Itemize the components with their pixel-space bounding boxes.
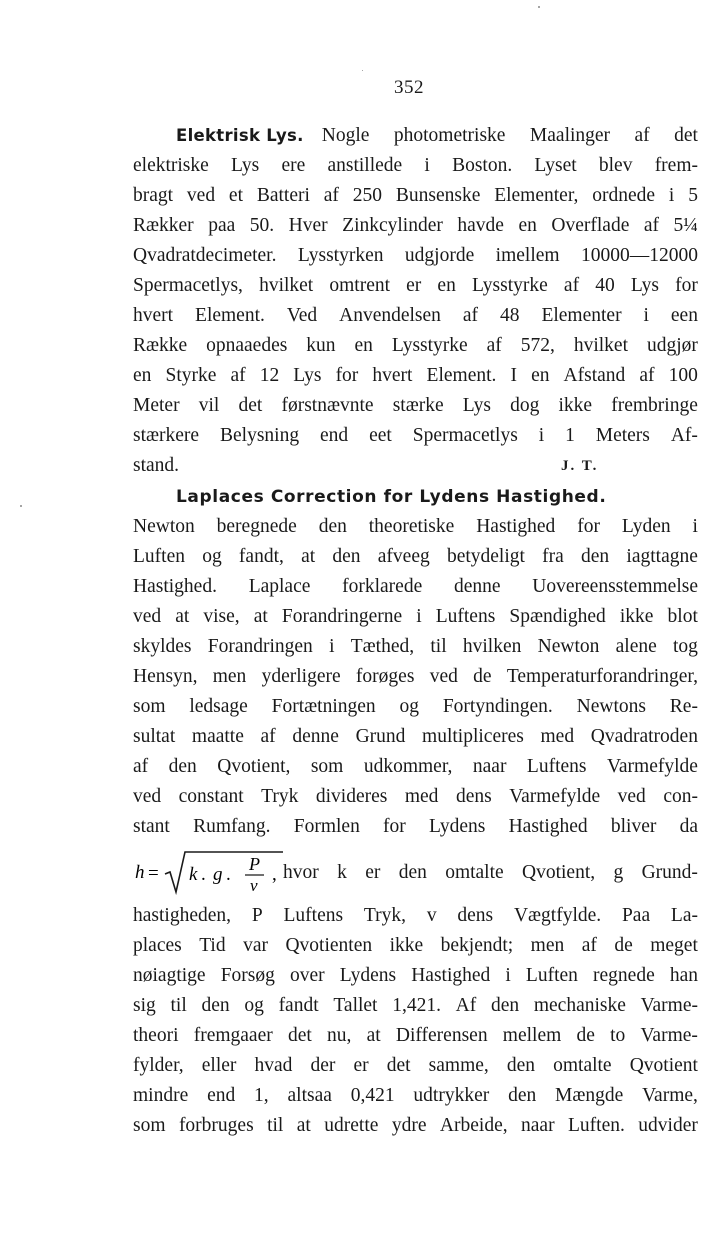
formula-trailing-text: [283, 858, 698, 888]
section-heading-line: [176, 482, 698, 512]
text-line: som ledsage Fortætningen og Fortyndingen. Newtons Re-: [133, 696, 698, 717]
text-line: Hensyn, men yderligere forøges ved de Temperaturforandringer,: [133, 666, 698, 687]
text-segment: hvor k er den omtalte Qvotient, g Grund-: [283, 862, 698, 883]
text-line: nøiagtige Forsøg over Lydens Hastighed i Luften regnede han: [133, 965, 698, 986]
text-line: fylder, eller hvad der er det samme, den omtalte Qvotient: [133, 1055, 698, 1076]
text-line: places Tid var Qvotienten ikke bekjendt; men af de meget: [133, 935, 698, 956]
author-signature: J. T.: [561, 458, 599, 474]
text-line: Række opnaaedes kun en Lysstyrke af 572, hvilket udgjør: [133, 335, 698, 356]
text-line: Qvadratdecimeter. Lysstyrken udgjorde imellem 10000—12000: [133, 245, 698, 266]
formula-k: k: [189, 864, 198, 885]
text-line: Hastighed. Laplace forklarede denne Uovereensstemmelse: [133, 576, 698, 597]
text-line: bragt ved et Batteri af 250 Bunsenske Elementer, ordnede i 5: [133, 185, 698, 206]
formula-comma: ,: [272, 864, 277, 885]
formula-dot: .: [201, 864, 206, 885]
scan-speck: [362, 70, 363, 71]
text-line: stærkere Belysning end eet Spermacetlys i 1 Meters Af-: [133, 425, 698, 446]
text-line: en Styrke af 12 Lys for hvert Element. I en Afstand af 100: [133, 365, 698, 386]
formula-line: [133, 848, 698, 898]
formula-denominator: v: [250, 876, 258, 895]
text-segment: Nogle photometriske Maalinger af det: [321, 125, 698, 146]
text-line: skyldes Forandringen i Tæthed, til hvilken Newton alene tog: [133, 636, 698, 657]
text-line: stand.: [133, 455, 180, 476]
formula-numerator: P: [249, 854, 260, 874]
text-line: stant Rumfang. Formlen for Lydens Hastighed bliver da: [133, 816, 698, 837]
formula-sqrt-sign: [165, 852, 283, 892]
formula-equals: =: [148, 863, 159, 884]
text-line: af den Qvotient, som udkommer, naar Luftens Varmefylde: [133, 756, 698, 777]
scan-speck: [20, 505, 22, 507]
formula-lhs: h: [135, 862, 145, 883]
text-line-content: [322, 121, 698, 151]
sound-speed-formula: [133, 848, 283, 898]
text-line: Meter vil det førstnævnte stærke Lys dog ikke frembringe: [133, 395, 698, 416]
text-line: Luften og fandt, at den afveeg betydeligt fra den iagttagne: [133, 546, 698, 567]
section-heading-laplace: Laplaces Correction for Lydens Hastighed.: [176, 487, 607, 507]
page-number: 352: [394, 77, 424, 98]
formula-dot: .: [226, 864, 231, 885]
text-line: Rækker paa 50. Hver Zinkcylinder havde en Overflade af 5¼: [133, 215, 698, 236]
text-line: [176, 121, 698, 151]
text-line: elektriske Lys ere anstillede i Boston. Lyset blev frem-: [133, 155, 698, 176]
text-line: Newton beregnede den theoretiske Hastighed for Lyden i: [133, 516, 698, 537]
text-line: ved constant Tryk divideres med dens Varmefylde ved con-: [133, 786, 698, 807]
text-line: theori fremgaaer det nu, at Differensen mellem de to Varme-: [133, 1025, 698, 1046]
text-line: ved at vise, at Forandringerne i Luftens Spændighed ikke blot: [133, 606, 698, 627]
text-line: Spermacetlys, hvilket omtrent er en Lysstyrke af 40 Lys for: [133, 275, 698, 296]
text-line: sultat maatte af denne Grund multipliceres med Qvadratroden: [133, 726, 698, 747]
text-line: hvert Element. Ved Anvendelsen af 48 Elementer i een: [133, 305, 698, 326]
formula-g: g: [213, 864, 223, 885]
text-line: sig til den og fandt Tallet 1,421. Af den mechaniske Varme-: [133, 995, 698, 1016]
scan-speck: [538, 6, 540, 8]
text-line: som forbruges til at udrette ydre Arbeide, naar Luften. udvider: [133, 1115, 698, 1136]
text-line: hastigheden, P Luftens Tryk, v dens Vægtfylde. Paa La-: [133, 905, 698, 926]
section-heading-elektrisk-lys: Elektrisk Lys.: [176, 126, 304, 145]
text-line: mindre end 1, altsaa 0,421 udtrykker den Mængde Varme,: [133, 1085, 698, 1106]
